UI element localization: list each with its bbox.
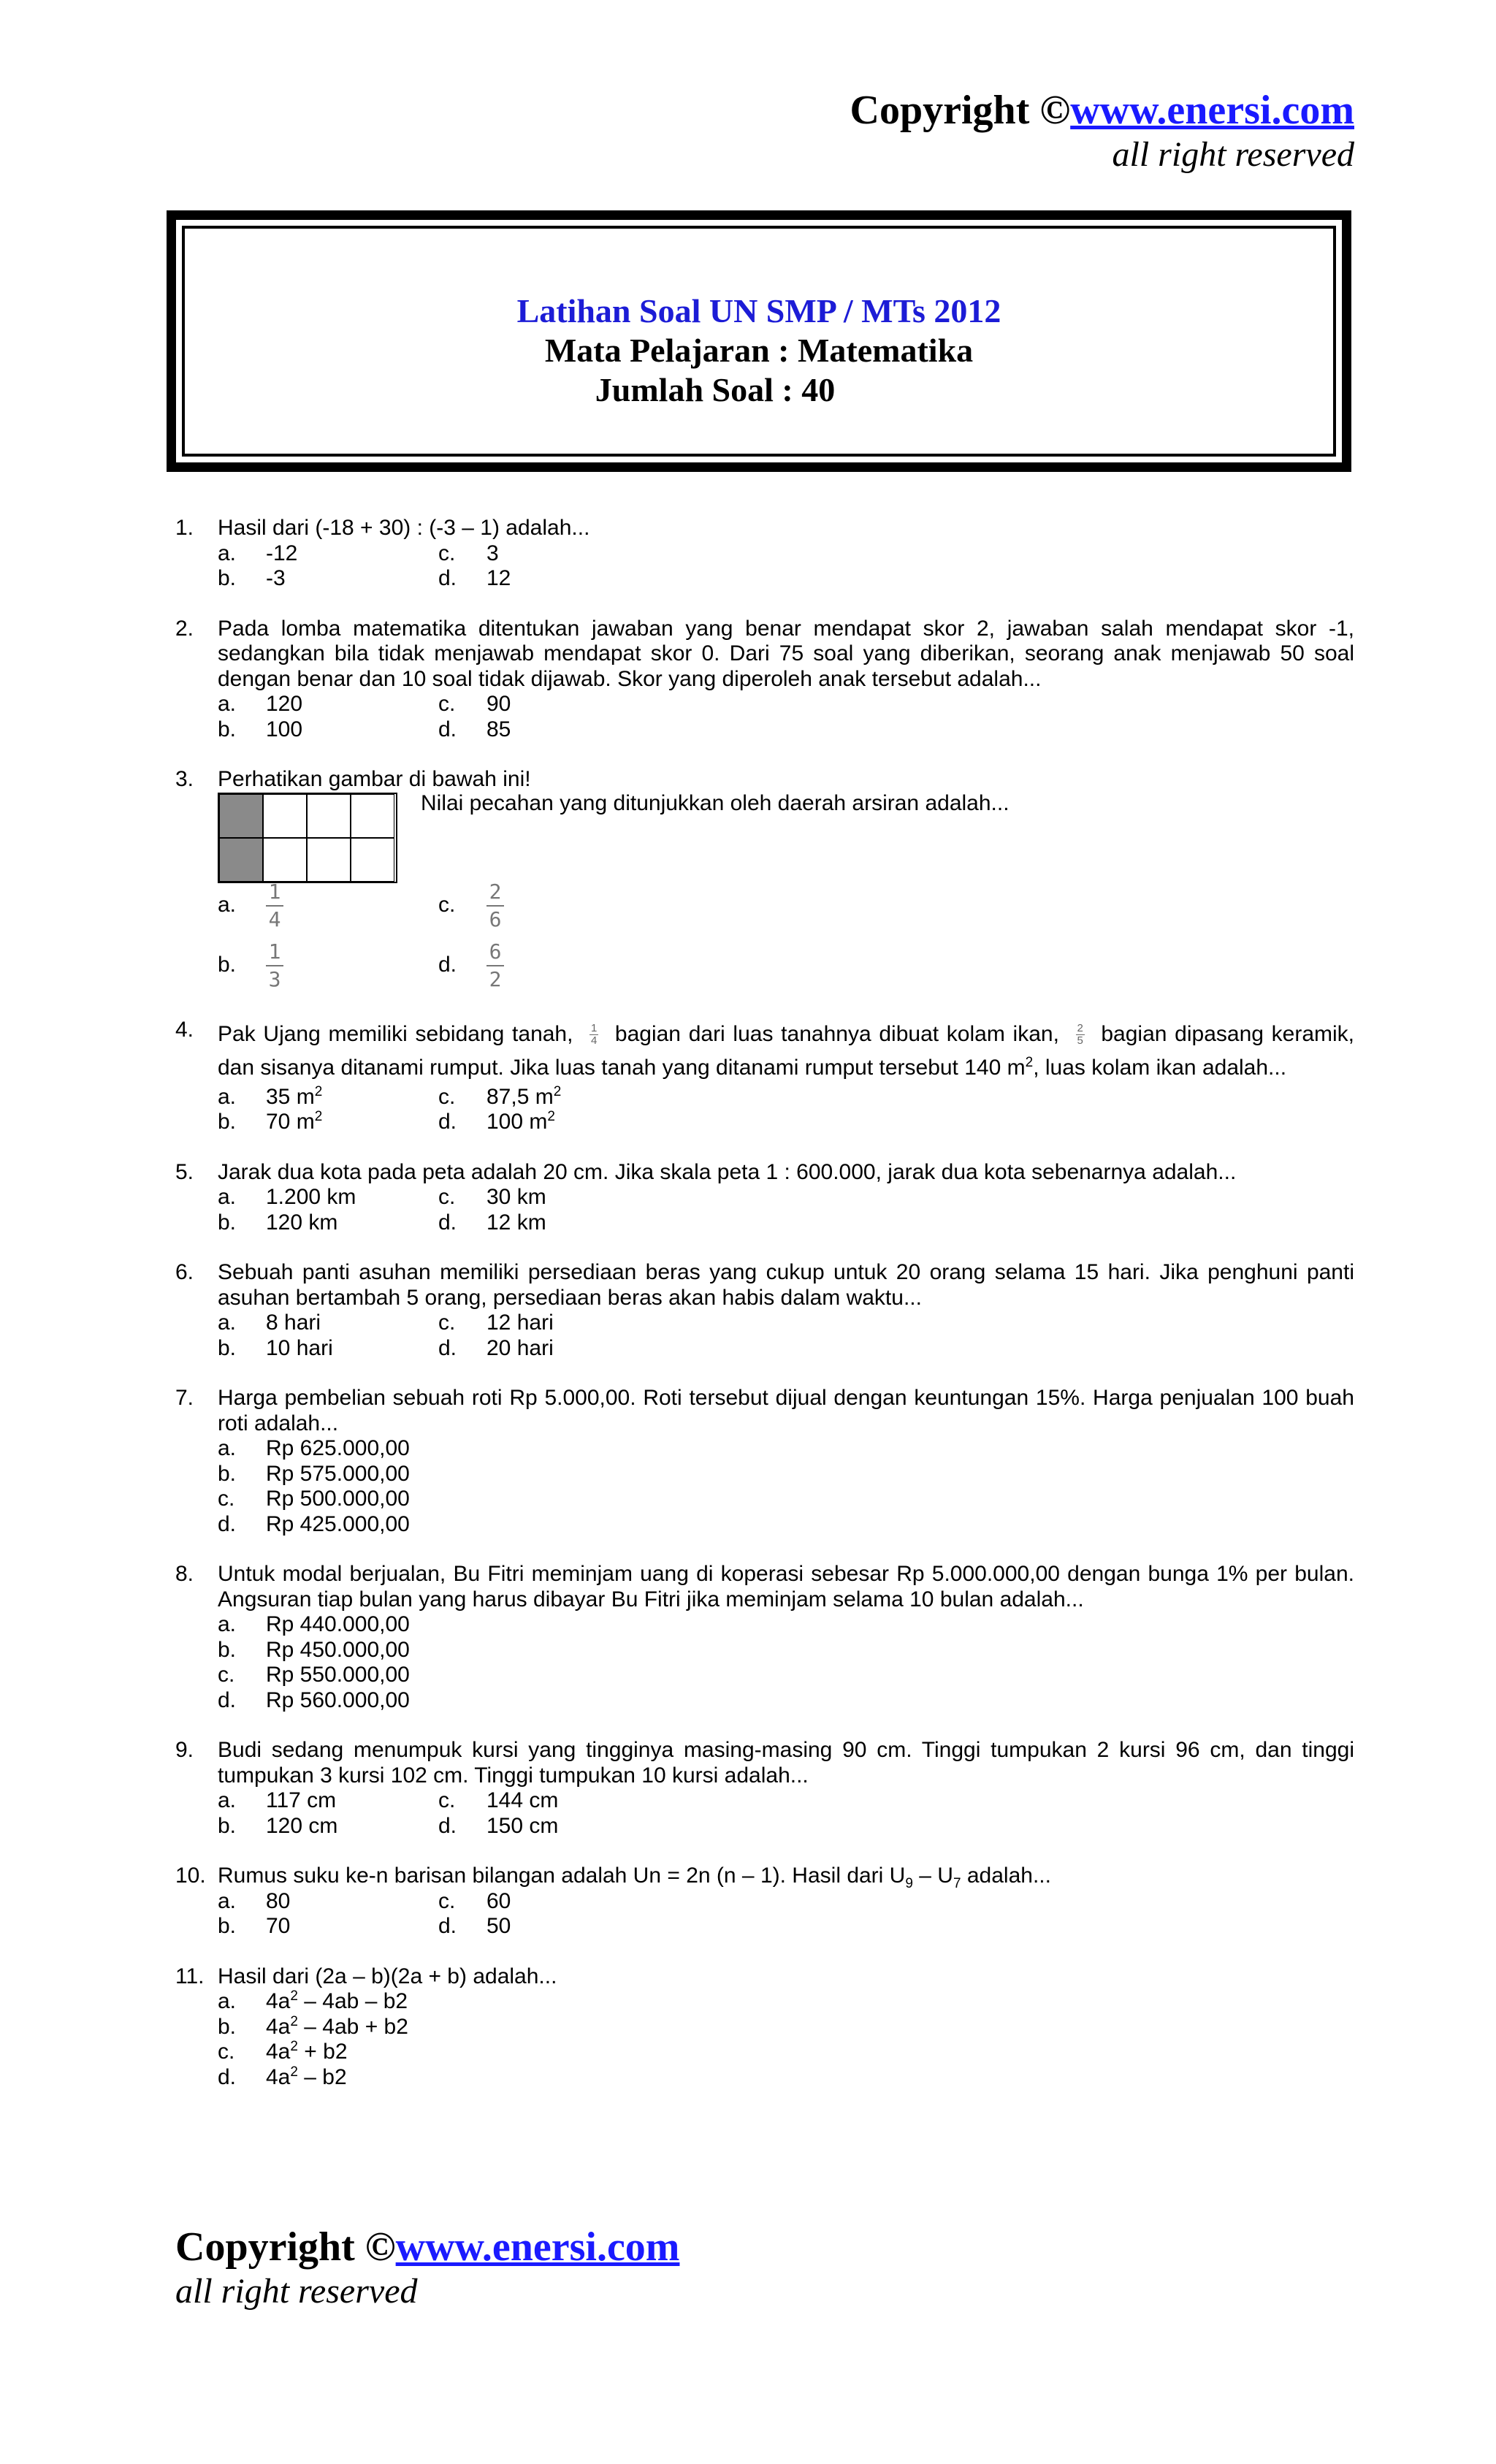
option-b[interactable] <box>218 1638 1354 1663</box>
option-d[interactable] <box>438 717 1354 743</box>
option-value <box>266 2015 408 2040</box>
options <box>218 1889 1354 1939</box>
option-value: 3 <box>486 541 499 565</box>
option-label: d. <box>438 1210 457 1235</box>
option-d[interactable] <box>438 566 1354 592</box>
option-a[interactable] <box>218 1185 438 1210</box>
option-label: c. <box>438 1888 456 1913</box>
option-value <box>266 2065 347 2091</box>
option-value <box>266 1989 408 2015</box>
copyright-link[interactable]: www.enersi.com <box>395 2224 680 2270</box>
option-c[interactable] <box>438 541 1354 567</box>
option-value: Rp 575.000,00 <box>266 1461 410 1486</box>
option-a[interactable] <box>218 879 438 933</box>
option-c[interactable] <box>438 1788 1354 1814</box>
fraction <box>486 939 504 993</box>
superscript: 2 <box>547 1109 555 1124</box>
option-b[interactable] <box>218 2015 1354 2040</box>
option-b[interactable] <box>218 566 438 592</box>
options <box>218 692 1354 742</box>
copyright-prefix: Copyright © <box>850 88 1071 133</box>
grid-cell <box>351 838 394 882</box>
option-label: c. <box>438 1185 456 1209</box>
option-value: 20 hari <box>486 1335 554 1360</box>
option-value: -3 <box>266 566 286 590</box>
option-value <box>266 1085 322 1110</box>
subscript: 9 <box>905 1876 913 1891</box>
question-number: 4. <box>175 1017 194 1042</box>
options <box>218 1612 1354 1713</box>
question-number: 11. <box>175 1964 205 1988</box>
option-value: Rp 440.000,00 <box>266 1612 410 1636</box>
option-value: 12 <box>486 566 511 590</box>
option-label: b. <box>218 1110 237 1134</box>
option-label: a. <box>218 1612 237 1636</box>
value-text: 4a <box>266 2040 291 2064</box>
question-text: Hasil dari (-18 + 30) : (-3 – 1) adalah... <box>218 516 590 540</box>
option-b[interactable] <box>218 1110 438 1135</box>
option-b[interactable] <box>218 1336 438 1362</box>
option-value: 8 hari <box>266 1311 321 1335</box>
options <box>218 1436 1354 1537</box>
option-label: c. <box>218 1663 235 1687</box>
option-value <box>266 2040 348 2065</box>
option-label: a. <box>218 1436 237 1460</box>
option-value: 30 km <box>486 1185 546 1209</box>
option-d[interactable] <box>438 1210 1354 1236</box>
option-label: a. <box>218 692 237 716</box>
denominator: 4 <box>591 1034 598 1048</box>
option-d[interactable] <box>218 1512 1354 1538</box>
grid-cell-shaded <box>219 794 263 838</box>
footer-copyright <box>175 2224 679 2313</box>
options <box>218 879 1354 993</box>
option-c[interactable] <box>438 1311 1354 1336</box>
figure-row <box>218 790 1354 883</box>
option-label: b. <box>218 1461 237 1486</box>
denominator: 4 <box>268 907 281 931</box>
option-label: c. <box>438 541 456 565</box>
option-value: 70 <box>266 1914 291 1938</box>
question-number: 7. <box>175 1386 194 1410</box>
options <box>218 1788 1354 1839</box>
option-value: Rp 560.000,00 <box>266 1687 410 1712</box>
option-label: b. <box>218 1210 237 1235</box>
option-value: Rp 550.000,00 <box>266 1663 410 1687</box>
option-label: b. <box>218 566 237 590</box>
option-label: a. <box>218 893 237 918</box>
option-value: Rp 500.000,00 <box>266 1487 410 1511</box>
numerator: 2 <box>489 879 502 904</box>
option-label: a. <box>218 1888 237 1913</box>
superscript: 2 <box>314 1109 323 1124</box>
option-d[interactable] <box>438 1914 1354 1939</box>
option-c[interactable] <box>438 1889 1354 1915</box>
option-value: 60 <box>486 1888 511 1913</box>
question-number: 3. <box>175 767 194 791</box>
option-value: 85 <box>486 717 511 741</box>
question-2 <box>175 617 1354 743</box>
question-text: Budi sedang menumpuk kursi yang tingginya masing-masing 90 cm. Tinggi tumpukan 2 kursi 96 cm, dan tinggi tumpukan 3 kursi 102 cm. Tinggi tumpukan 10 kursi adalah... <box>218 1738 1354 1788</box>
option-c[interactable] <box>438 1185 1354 1210</box>
question-3 <box>175 767 1354 993</box>
option-label: a. <box>218 1989 237 2013</box>
question-text: Pada lomba matematika ditentukan jawaban yang benar mendapat skor 2, jawaban salah mendapat skor -1, sedangkan bila tidak menjawab mendapat skor 0. Dari 75 soal yang diberikan, seorang anak menjawab 50 soal dengan benar dan 10 soal tidak dijawab. Skor yang diperoleh anak tersebut adalah... <box>218 616 1354 691</box>
option-value: 1.200 km <box>266 1185 356 1209</box>
option-value: 117 cm <box>266 1788 337 1812</box>
option-value: 150 cm <box>486 1813 559 1838</box>
options <box>218 1085 1354 1135</box>
fraction <box>266 939 283 993</box>
option-label: a. <box>218 1311 237 1335</box>
option-a[interactable] <box>218 1085 438 1110</box>
fraction <box>589 1023 598 1047</box>
option-d[interactable] <box>438 1336 1354 1362</box>
option-b[interactable] <box>218 1814 438 1839</box>
question-8 <box>175 1562 1354 1713</box>
option-a[interactable] <box>218 1989 1354 2015</box>
question-5 <box>175 1160 1354 1236</box>
superscript: 2 <box>553 1083 562 1099</box>
option-c[interactable] <box>438 692 1354 717</box>
option-d[interactable] <box>438 1814 1354 1839</box>
value-text: 100 m <box>486 1110 548 1134</box>
header-copyright <box>850 86 1354 175</box>
copyright-link[interactable]: www.enersi.com <box>1070 88 1354 133</box>
option-label: c. <box>438 1311 456 1335</box>
superscript: 2 <box>1025 1054 1034 1070</box>
grid-cell <box>263 838 307 882</box>
option-c[interactable] <box>438 879 1354 933</box>
option-label: a. <box>218 1084 237 1109</box>
superscript: 2 <box>290 2064 298 2080</box>
exam-title: Latihan Soal UN SMP / MTs 2012 <box>516 292 1001 329</box>
question-text: Untuk modal berjualan, Bu Fitri meminjam uang di koperasi sebesar Rp 5.000.000,00 dengan bunga 1% per bulan. Angsuran tiap bulan yang harus dibayar Bu Fitri jika meminjam selama 10 bulan adalah... <box>218 1562 1354 1611</box>
question-4 <box>175 1018 1354 1135</box>
question-6 <box>175 1260 1354 1361</box>
option-a[interactable] <box>218 1311 438 1336</box>
option-label: a. <box>218 1788 237 1812</box>
option-b[interactable] <box>218 1210 438 1236</box>
option-b[interactable] <box>218 939 438 993</box>
option-label: c. <box>438 1788 456 1812</box>
question-list <box>175 516 1354 2115</box>
question-number: 2. <box>175 616 194 641</box>
question-text: Sebuah panti asuhan memiliki persediaan beras yang cukup untuk 20 orang selama 15 hari. Jika penghuni panti asuhan bertambah 5 orang, persediaan beras akan habis dalam waktu... <box>218 1260 1354 1310</box>
option-c[interactable] <box>218 2040 1354 2065</box>
option-value <box>486 1110 555 1135</box>
option-value: -12 <box>266 541 298 565</box>
value-text: 35 m <box>266 1084 315 1109</box>
option-value: 120 <box>266 692 303 716</box>
question-number: 5. <box>175 1159 194 1184</box>
option-d[interactable] <box>438 1110 1354 1135</box>
question-text <box>218 1018 1354 1085</box>
text-part: bagian dipasang keramik, dan sisanya ditanami rumput. Jika luas tanah yang ditanami rumput tersebut 140 m <box>218 1021 1355 1080</box>
grid-cell-shaded <box>219 838 263 882</box>
title-box-inner <box>182 226 1336 457</box>
option-b[interactable] <box>218 1914 438 1939</box>
question-text: Harga pembelian sebuah roti Rp 5.000,00. Roti tersebut dijual dengan keuntungan 15%. Harga penjualan 100 buah roti adalah... <box>218 1386 1354 1435</box>
question-7 <box>175 1386 1354 1537</box>
option-d[interactable] <box>438 939 1354 993</box>
denominator: 2 <box>489 966 502 991</box>
shaded-grid-figure <box>218 793 397 883</box>
option-label: d. <box>218 2064 237 2089</box>
option-label: d. <box>438 566 457 590</box>
option-label: d. <box>438 717 457 741</box>
option-label: d. <box>438 1914 457 1938</box>
option-d[interactable] <box>218 2065 1354 2091</box>
value-text: 4a <box>266 1989 291 2013</box>
question-count-line: Jumlah Soal : 40 <box>595 371 836 408</box>
numerator: 1 <box>268 939 281 964</box>
option-label: d. <box>438 1813 457 1838</box>
value-text: 70 m <box>266 1110 315 1134</box>
option-label: b. <box>218 953 237 977</box>
option-a[interactable] <box>218 1612 1354 1638</box>
superscript: 2 <box>290 1988 298 2004</box>
question-text: Hasil dari (2a – b)(2a + b) adalah... <box>218 1964 557 1988</box>
question-number: 1. <box>175 516 194 540</box>
denominator: 5 <box>1077 1034 1083 1048</box>
option-value: 10 hari <box>266 1335 333 1360</box>
option-label: b. <box>218 1813 237 1838</box>
option-value: Rp 450.000,00 <box>266 1637 410 1662</box>
subject-line: Mata Pelajaran : Matematika <box>544 332 974 369</box>
question-9 <box>175 1738 1354 1839</box>
options <box>218 1311 1354 1361</box>
text-part: Pak Ujang memiliki sebidang tanah, <box>218 1021 581 1046</box>
superscript: 2 <box>314 1083 323 1099</box>
option-label: b. <box>218 717 237 741</box>
option-label: b. <box>218 2014 237 2039</box>
value-text: 4a <box>266 2014 291 2039</box>
question-text <box>218 1864 1354 1889</box>
option-c[interactable] <box>218 1487 1354 1512</box>
value-text: – 4ab + b2 <box>297 2014 408 2039</box>
option-label: d. <box>438 953 457 977</box>
grid-cell <box>307 838 351 882</box>
option-label: b. <box>218 1914 237 1938</box>
value-text: 87,5 m <box>486 1084 554 1109</box>
option-value: 144 cm <box>486 1788 559 1812</box>
option-value: 100 <box>266 717 303 741</box>
option-label: b. <box>218 1637 237 1662</box>
text-part: Rumus suku ke-n barisan bilangan adalah Un = 2n (n – 1). Hasil dari U <box>218 1864 906 1888</box>
superscript: 2 <box>290 2039 298 2054</box>
question-10 <box>175 1864 1354 1939</box>
option-value: 12 hari <box>486 1311 554 1335</box>
option-label: d. <box>438 1335 457 1360</box>
numerator: 6 <box>489 939 502 964</box>
option-a[interactable] <box>218 692 438 717</box>
option-value: 120 cm <box>266 1813 338 1838</box>
option-value: Rp 625.000,00 <box>266 1436 410 1460</box>
question-text: Jarak dua kota pada peta adalah 20 cm. Jika skala peta 1 : 600.000, jarak dua kota sebenarnya adalah... <box>218 1159 1237 1184</box>
numerator: 1 <box>268 879 281 904</box>
option-c[interactable] <box>438 1085 1354 1110</box>
option-label: c. <box>438 692 456 716</box>
option-label: d. <box>218 1511 237 1536</box>
value-text: 4a <box>266 2064 291 2089</box>
text-part: – U <box>912 1864 953 1888</box>
value-text: – b2 <box>297 2064 347 2089</box>
option-value: 90 <box>486 692 511 716</box>
subscript: 7 <box>953 1876 961 1891</box>
grid-cell <box>307 794 351 838</box>
option-label: a. <box>218 541 237 565</box>
option-a[interactable] <box>218 1788 438 1814</box>
denominator: 6 <box>489 907 502 931</box>
option-value: 120 km <box>266 1210 338 1235</box>
figure-question: Nilai pecahan yang ditunjukkan oleh daerah arsiran adalah... <box>421 790 1010 815</box>
grid-cell <box>351 794 394 838</box>
footer-rights: all right reserved <box>175 2272 418 2311</box>
question-number: 8. <box>175 1562 194 1586</box>
option-label: a. <box>218 1185 237 1209</box>
footer-copyright-line <box>175 2224 679 2270</box>
option-value: 80 <box>266 1888 291 1913</box>
copyright-prefix: Copyright © <box>175 2224 396 2270</box>
header-rights: all right reserved <box>1112 135 1354 174</box>
text-part: , luas kolam ikan adalah... <box>1033 1055 1287 1080</box>
option-value <box>486 1085 561 1110</box>
fraction <box>266 879 283 933</box>
question-1 <box>175 516 1354 592</box>
question-number: 6. <box>175 1260 194 1284</box>
options <box>218 1185 1354 1235</box>
options <box>218 541 1354 592</box>
option-a[interactable] <box>218 1436 1354 1462</box>
question-number: 10. <box>175 1864 206 1888</box>
option-label: d. <box>218 1687 237 1712</box>
option-label: c. <box>218 1487 235 1511</box>
option-value: Rp 425.000,00 <box>266 1511 410 1536</box>
numerator: 2 <box>1077 1022 1083 1035</box>
option-d[interactable] <box>218 1688 1354 1714</box>
option-value: 50 <box>486 1914 511 1938</box>
options <box>218 1989 1354 2090</box>
option-value: 12 km <box>486 1210 546 1235</box>
question-number: 9. <box>175 1738 194 1762</box>
text-part: adalah... <box>961 1864 1051 1888</box>
header-copyright-line <box>850 86 1354 134</box>
option-value <box>266 1110 322 1135</box>
option-a[interactable] <box>218 541 438 567</box>
text-part: bagian dari luas tanahnya dibuat kolam ikan, <box>607 1021 1067 1046</box>
value-text: – 4ab – b2 <box>297 1989 408 2013</box>
option-label: c. <box>218 2040 235 2064</box>
option-c[interactable] <box>218 1663 1354 1688</box>
fraction <box>486 879 504 933</box>
option-a[interactable] <box>218 1889 438 1915</box>
fraction <box>1076 1023 1085 1047</box>
denominator: 3 <box>268 966 281 991</box>
title-box <box>167 210 1351 472</box>
question-11 <box>175 1964 1354 2091</box>
option-label: c. <box>438 893 456 918</box>
grid-cell <box>263 794 307 838</box>
option-label: b. <box>218 1335 237 1360</box>
superscript: 2 <box>290 2013 298 2029</box>
option-b[interactable] <box>218 717 438 743</box>
question-text: Perhatikan gambar di bawah ini! <box>218 767 531 791</box>
value-text: + b2 <box>297 2040 348 2064</box>
option-label: d. <box>438 1110 457 1134</box>
option-label: c. <box>438 1084 456 1109</box>
numerator: 1 <box>591 1022 598 1035</box>
option-b[interactable] <box>218 1462 1354 1487</box>
